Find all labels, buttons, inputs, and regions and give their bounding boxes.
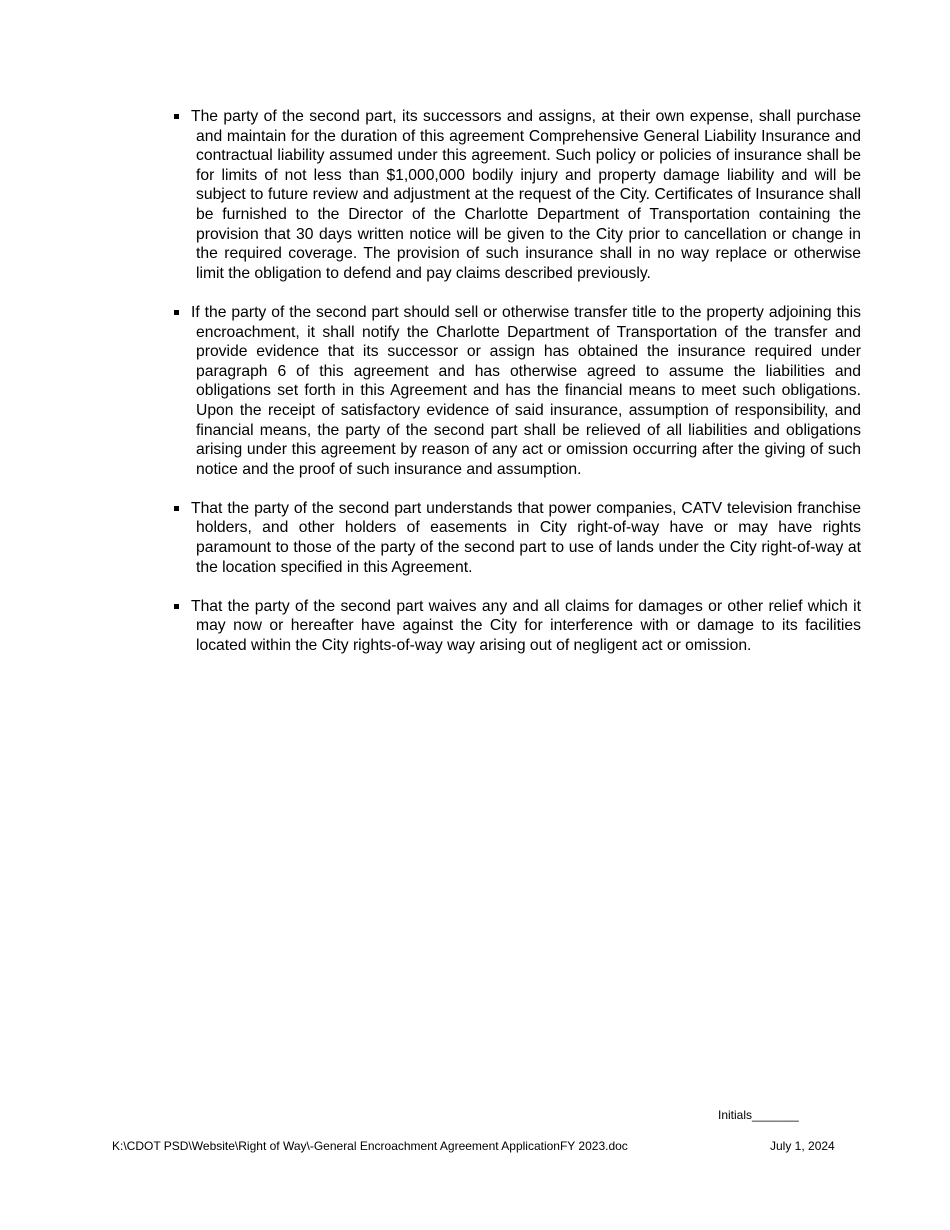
- clause-waiver-of-claims: [172, 597, 861, 656]
- footer-date: July 1, 2024: [770, 1139, 835, 1153]
- clause-text: If the party of the second part should sell or otherwise transfer title to the property adjoining this encroachment, it shall notify the Charlotte Department of Transportation of the transfer and provide evidence that its successor or assign has obtained the insurance required under paragraph 6 of this agreement and has otherwise agreed to assume the liabilities and obligations set forth in this Agreement and has the financial means to meet such obligations. Upon the receipt of satisfactory evidence of said insurance, assumption of responsibility, and financial means, the party of the second part shall be relieved of all liabilities and obligations arising under this agreement by reason of any act or omission occurring after the giving of such notice and the proof of such insurance and assumption.: [191, 303, 861, 478]
- square-bullet-icon: [174, 310, 179, 315]
- clause-text: The party of the second part, its successors and assigns, at their own expense, shall purchase and maintain for the duration of this agreement Comprehensive General Liability Insurance and contractual liability assumed under this agreement. Such policy or policies of insurance shall be for limits of not less than $1,000,000 bodily injury and property damage liability and will be subject to future review and adjustment at the request of the City. Certificates of Insurance shall be furnished to the Director of the Charlotte Department of Transportation containing the provision that 30 days written notice will be given to the City prior to cancellation or change in the required coverage. The provision of such insurance shall in no way replace or otherwise limit the obligation to defend and pay claims described previously.: [191, 108, 861, 282]
- agreement-clauses: [172, 107, 861, 675]
- footer-file-path: K:\CDOT PSD\Website\Right of Way\-General Encroachment Agreement ApplicationFY 2023.doc: [112, 1139, 628, 1153]
- square-bullet-icon: [174, 604, 179, 609]
- clause-property-transfer: [172, 303, 861, 479]
- clause-insurance: [172, 107, 861, 283]
- clause-text: That the party of the second part understands that power companies, CATV television franchise holders, and other holders of easements in City right-of-way have or may have rights paramount to those of the party of the second part to use of lands under the City right-of-way at the location specified in this Agreement.: [191, 499, 861, 576]
- square-bullet-icon: [174, 114, 179, 119]
- clause-text: That the party of the second part waives any and all claims for damages or other relief which it may now or hereafter have against the City for interference with or damage to its facilities located within the City rights-of-way way arising out of negligent act or omission.: [191, 597, 861, 655]
- square-bullet-icon: [174, 506, 179, 511]
- clause-paramount-rights: [172, 499, 861, 577]
- initials-line: Initials_______: [718, 1108, 799, 1122]
